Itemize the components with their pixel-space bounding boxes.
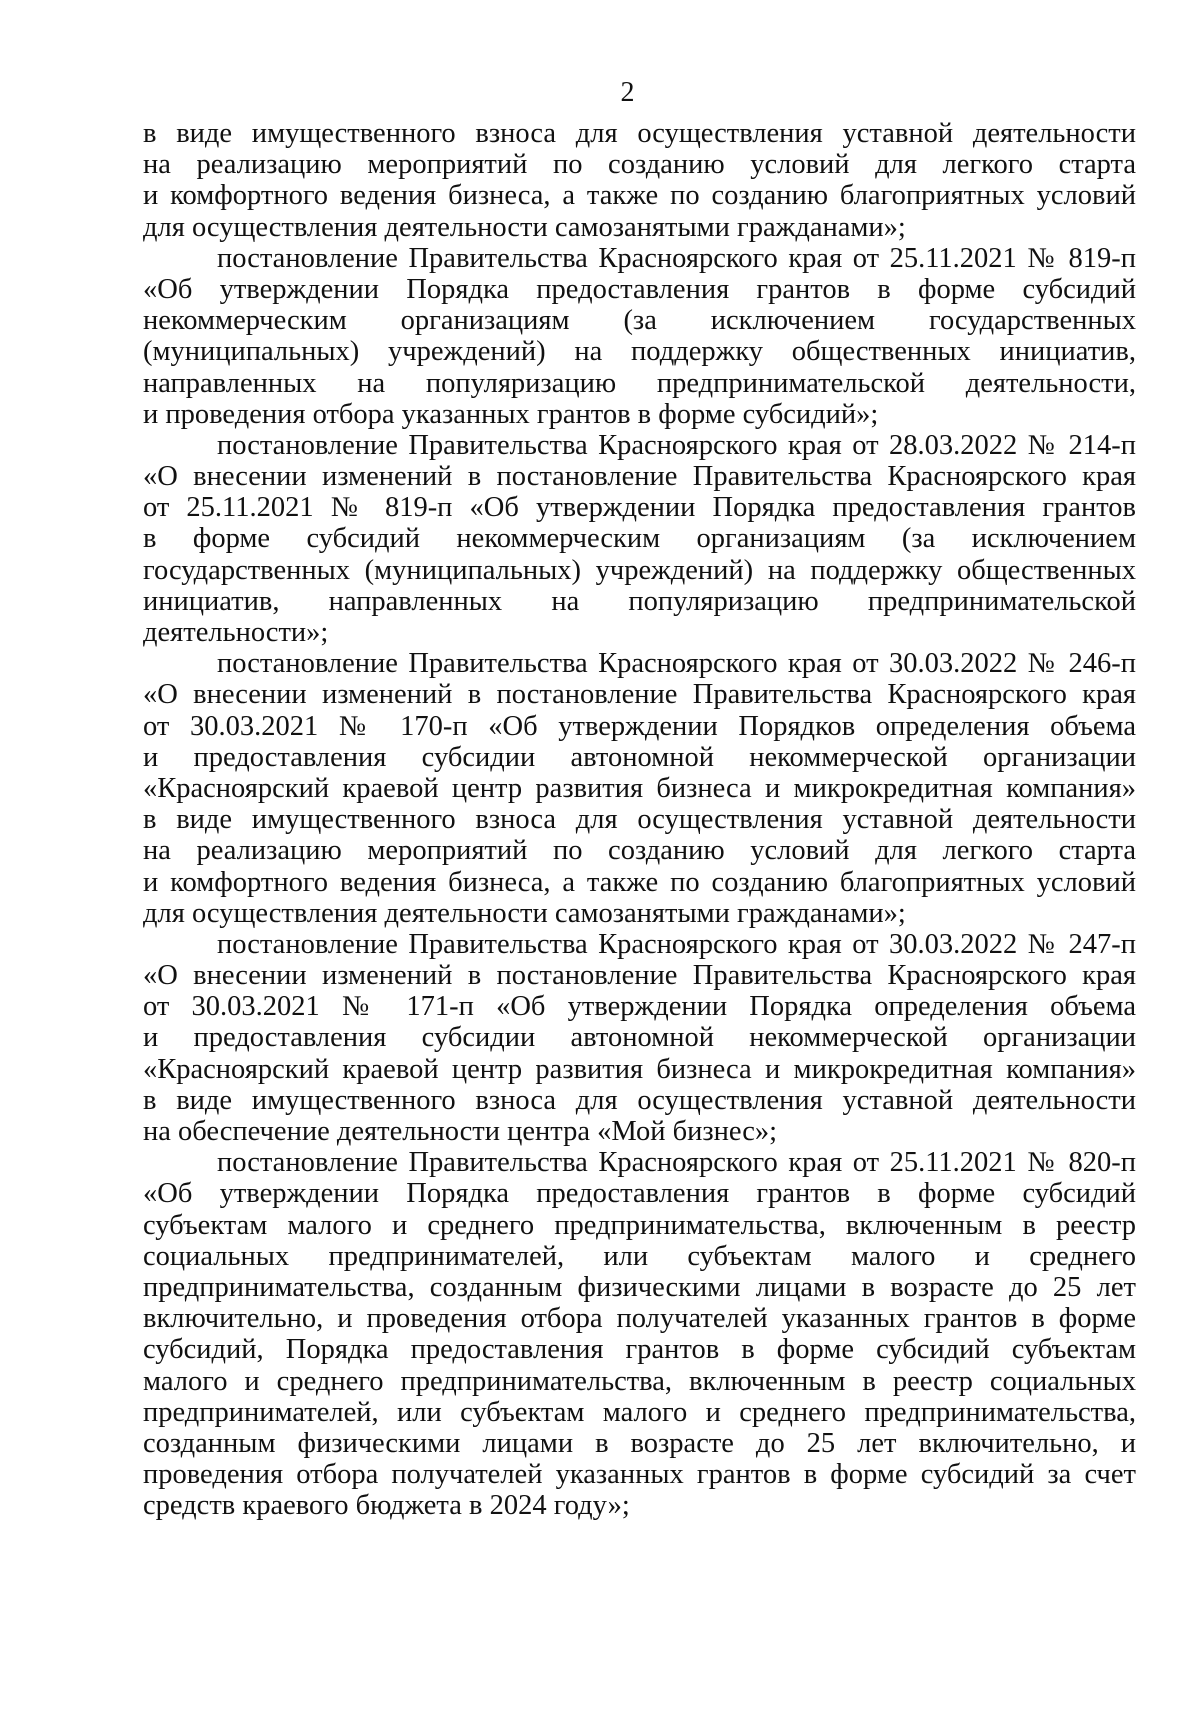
text-line: «Красноярский краевой центр развития бизнеса и микрокредитная компания» bbox=[143, 1053, 1136, 1085]
text-line: субъектам малого и среднего предпринимательства, включенным в реестр bbox=[143, 1209, 1136, 1241]
text-line: в форме субсидий некоммерческим организациям (за исключением bbox=[143, 523, 1136, 555]
text-line: постановление Правительства Красноярского края от 30.03.2022 № 247-п bbox=[217, 928, 1136, 960]
text-line: (муниципальных) учреждений) на поддержку общественных инициатив, bbox=[143, 336, 1136, 368]
text-line: инициатив, направленных на популяризацию предпринимательской bbox=[143, 585, 1136, 617]
text-line: «О внесении изменений в постановление Правительства Красноярского края bbox=[143, 461, 1136, 493]
text-line: субсидий, Порядка предоставления грантов в форме субсидий субъектам bbox=[143, 1334, 1136, 1366]
text-line: на обеспечение деятельности центра «Мой бизнес»; bbox=[143, 1116, 778, 1147]
text-line: в виде имущественного взноса для осуществления уставной деятельности bbox=[143, 1084, 1136, 1116]
text-line: малого и среднего предпринимательства, включенным в реестр социальных bbox=[143, 1365, 1136, 1397]
paragraph bbox=[143, 118, 1136, 243]
text-line: проведения отбора получателей указанных грантов в форме субсидий за счет bbox=[143, 1459, 1136, 1491]
paragraph bbox=[143, 1147, 1136, 1521]
text-line: и комфортного ведения бизнеса, а также по созданию благоприятных условий bbox=[143, 180, 1136, 212]
text-line: созданным физическими лицами в возрасте до 25 лет включительно, и bbox=[143, 1427, 1136, 1459]
text-line: средств краевого бюджета в 2024 году»; bbox=[143, 1490, 630, 1522]
text-line: и предоставления субсидии автономной некоммерческой организации bbox=[143, 1022, 1136, 1054]
text-line: в виде имущественного взноса для осуществления уставной деятельности bbox=[143, 804, 1136, 836]
text-line: социальных предпринимателей, или субъектам малого и среднего bbox=[143, 1240, 1136, 1272]
paragraph bbox=[143, 430, 1136, 648]
text-line: и комфортного ведения бизнеса, а также по созданию благоприятных условий bbox=[143, 866, 1136, 898]
text-line: на реализацию мероприятий по созданию условий для легкого старта bbox=[143, 149, 1136, 181]
text-line: и проведения отбора указанных грантов в форме субсидий»; bbox=[143, 398, 879, 430]
text-line: и предоставления субсидии автономной некоммерческой организации bbox=[143, 741, 1136, 773]
text-line: некоммерческим организациям (за исключением государственных bbox=[143, 305, 1136, 337]
page-number: 2 bbox=[620, 77, 635, 108]
text-line: для осуществления деятельности самозанятыми гражданами»; bbox=[143, 211, 906, 243]
paragraph bbox=[143, 243, 1136, 430]
text-line: «Об утверждении Порядка предоставления грантов в форме субсидий bbox=[143, 1178, 1136, 1210]
text-line: на реализацию мероприятий по созданию условий для легкого старта bbox=[143, 835, 1136, 867]
text-line: включительно, и проведения отбора получателей указанных грантов в форме bbox=[143, 1303, 1136, 1335]
text-line: государственных (муниципальных) учреждений) на поддержку общественных bbox=[143, 554, 1136, 586]
text-line: предпринимателей, или субъектам малого и среднего предпринимательства, bbox=[143, 1396, 1136, 1428]
text-line: от 30.03.2021 № 171-п «Об утверждении Порядка определения объема bbox=[143, 991, 1136, 1023]
text-line: деятельности»; bbox=[143, 617, 329, 648]
text-line: постановление Правительства Красноярского края от 25.11.2021 № 820-п bbox=[217, 1147, 1136, 1179]
text-line: в виде имущественного взноса для осуществления уставной деятельности bbox=[143, 118, 1136, 149]
text-line: постановление Правительства Красноярского края от 28.03.2022 № 214-п bbox=[217, 429, 1136, 461]
text-line: «Об утверждении Порядка предоставления грантов в форме субсидий bbox=[143, 273, 1136, 305]
paragraph bbox=[143, 929, 1136, 1147]
text-line: «Красноярский краевой центр развития бизнеса и микрокредитная компания» bbox=[143, 772, 1136, 804]
text-line: «О внесении изменений в постановление Правительства Красноярского края bbox=[143, 960, 1136, 992]
document-body bbox=[143, 118, 1136, 1521]
text-line: для осуществления деятельности самозанятыми гражданами»; bbox=[143, 897, 906, 929]
text-line: постановление Правительства Красноярского края от 30.03.2022 № 246-п bbox=[217, 648, 1136, 680]
text-line: от 30.03.2021 № 170-п «Об утверждении Порядков определения объема bbox=[143, 710, 1136, 742]
text-line: направленных на популяризацию предпринимательской деятельности, bbox=[143, 367, 1136, 399]
text-line: «О внесении изменений в постановление Правительства Красноярского края bbox=[143, 679, 1136, 711]
paragraph bbox=[143, 648, 1136, 929]
text-line: предпринимательства, созданным физическими лицами в возрасте до 25 лет bbox=[143, 1271, 1136, 1303]
text-line: от 25.11.2021 № 819-п «Об утверждении Порядка предоставления грантов bbox=[143, 492, 1136, 524]
text-line: постановление Правительства Красноярского края от 25.11.2021 № 819-п bbox=[217, 242, 1136, 274]
